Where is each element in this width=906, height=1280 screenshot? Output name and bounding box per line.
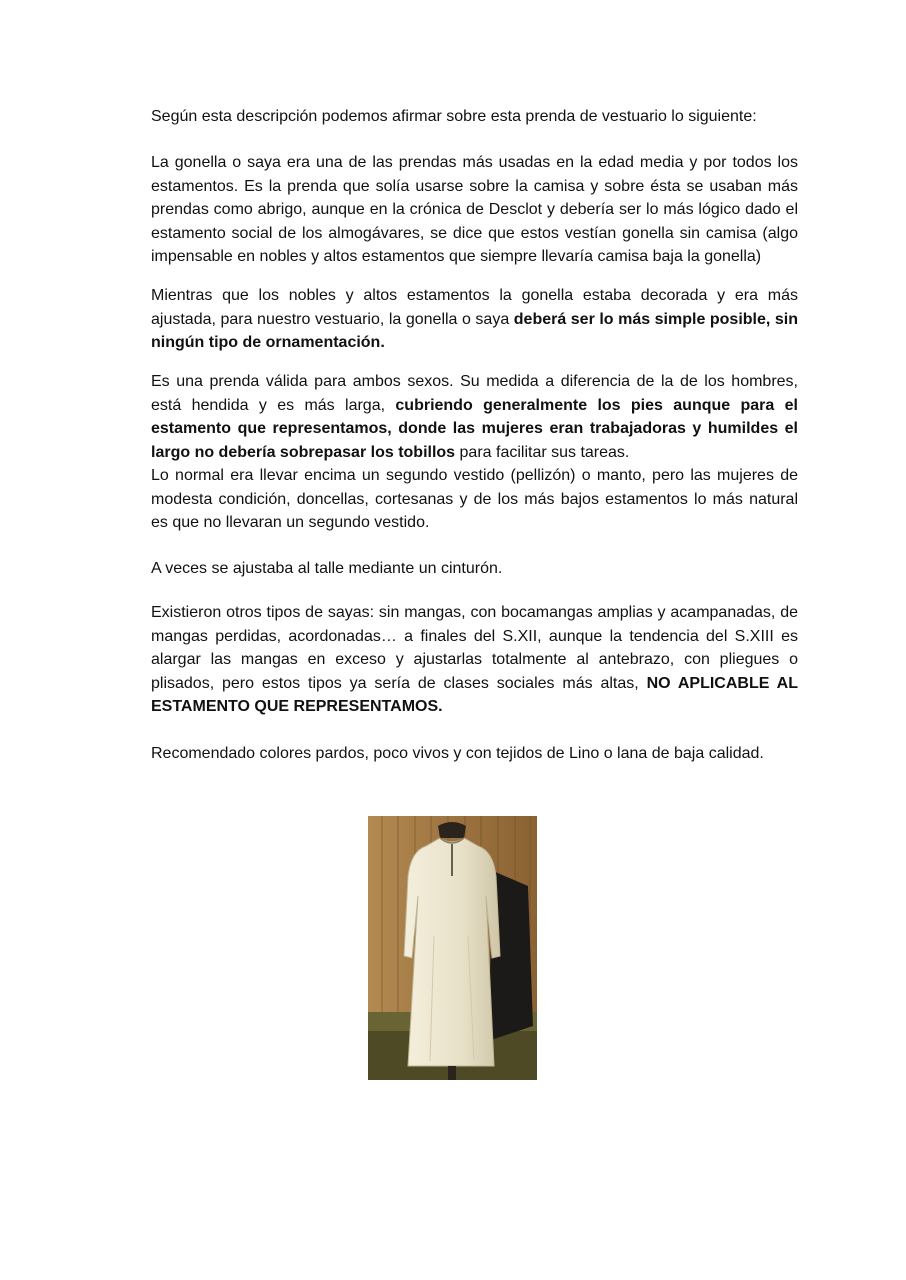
paragraph-colors: Recomendado colores pardos, poco vivos y con tejidos de Lino o lana de baja calidad. (151, 745, 764, 762)
paragraph-belt: A veces se ajustaba al talle mediante un cinturón. (151, 560, 503, 577)
paragraph-nobles-text: Mientras que los nobles y altos estamentos la gonella estaba decorada y era más ajustada, para nuestro vestuario, la gonella o saya (151, 287, 798, 328)
paragraph-both-sexes-text: Es una prenda válida para ambos sexos. Su medida a diferencia de la de los hombres, está hendida y es más larga, (151, 373, 798, 414)
paragraph-gonella-description: La gonella o saya era una de las prendas más usadas en la edad media y por todos los estamentos. Es la prenda que solía usarse sobre la camisa y sobre ésta se usaban más prendas como abrigo, aunque en la crónica de Desclot y debería ser lo más lógico dado el estamento social de los almogávares, se dice que estos vestían gonella sin camisa (algo impensable en nobles y altos estamentos que siempre llevaría camisa baja la gonella) (151, 154, 798, 265)
paragraph-both-sexes-end: para facilitar sus tareas. (455, 443, 630, 461)
paragraph-intro: Según esta descripción podemos afirmar sobre esta prenda de vestuario lo siguiente: (151, 108, 757, 125)
paragraph-second-dress: Lo normal era llevar encima un segundo vestido (pellizón) o manto, pero las mujeres de modesta condición, doncellas, cortesanas y de los más bajos estamentos lo más natural es que no llevaran un segundo vestido. (151, 467, 798, 531)
paragraph-both-sexes-bold: cubriendo generalmente los pies aunque para el estamento que representamos, donde las mujeres eran trabajadoras y humildes el largo no debería sobrepasar los tobillos (151, 396, 798, 461)
paragraph-other-types (130, 601, 798, 719)
paragraph-nobles-bold: deberá ser lo más simple posible, sin ningún tipo de ornamentación. (151, 310, 798, 351)
paragraph-other-types-bold: NO APLICABLE AL ESTAMENTO QUE REPRESENTAMOS. (151, 674, 798, 715)
paragraph-nobles (130, 284, 798, 355)
gonella-dress-photo (368, 816, 537, 1080)
paragraph-other-types-text: Existieron otros tipos de sayas: sin mangas, con bocamangas amplias y acampanadas, de mangas perdidas, acordonadas… a finales del S.XII, aunque la tendencia del S.XIII es alargar las mangas en exceso y ajustarlas totalmente al antebrazo, con pliegues o plisados, pero estos tipos ya sería de clases sociales más altas, (151, 604, 798, 692)
paragraph-both-sexes (130, 370, 798, 464)
